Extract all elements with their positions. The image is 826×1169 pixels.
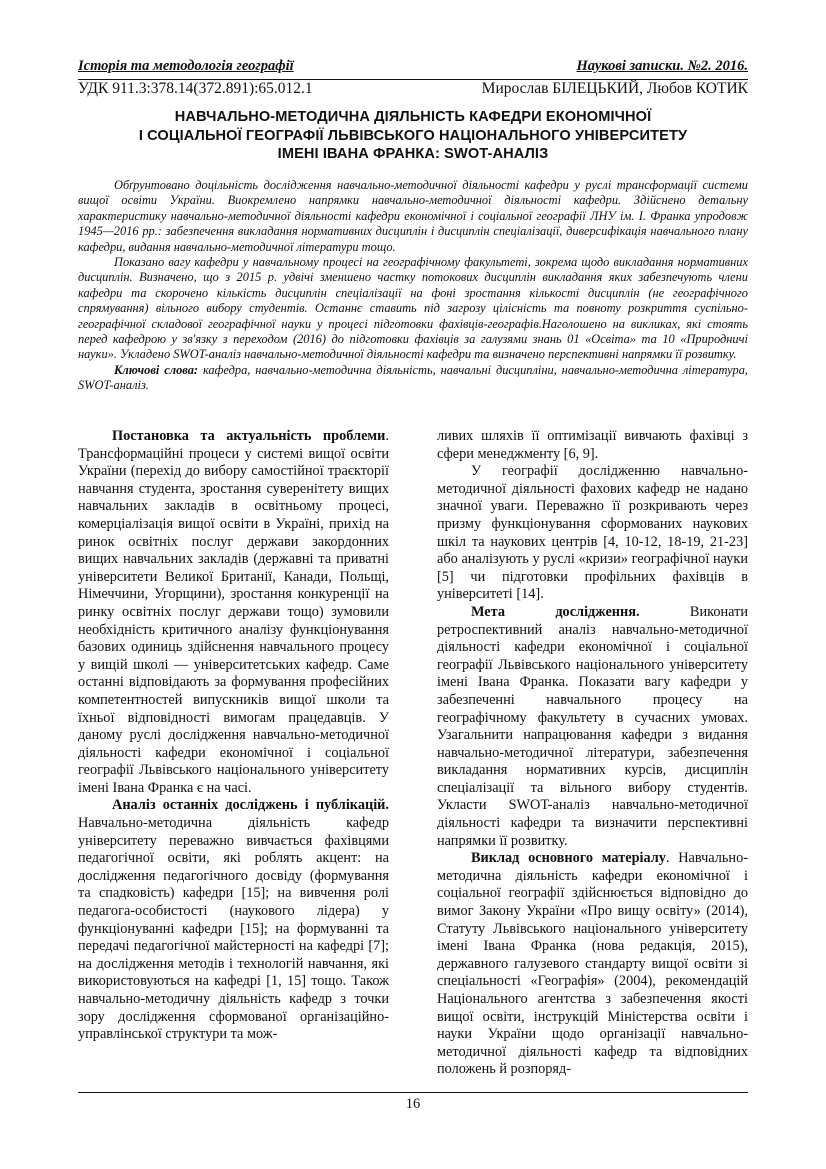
- running-header: [78, 58, 748, 80]
- title-line-2: І СОЦІАЛЬНОЇ ГЕОГРАФІЇ ЛЬВІВСЬКОГО НАЦІОНАЛЬНОГО УНІВЕРСИТЕТУ: [138, 127, 688, 144]
- article-meta: [78, 80, 748, 100]
- geography-paragraph: У географії дослідженню навчально-методичної діяльності фахових кафедр не надано значної уваги. Переважно її розкривають через призму функціонування сформованих наукових шкіл та наукових центрів [4, 10-12, 18-19, 21-23] або аналізують у руслі «кризи» географічної науки [5] чи підготовки профільних фахівців в університеті [14].: [437, 463, 748, 603]
- left-column: [78, 428, 389, 1044]
- aim-heading: Мета дослідження.: [471, 603, 640, 620]
- main-material-paragraph: [437, 850, 748, 1079]
- authors: Мирослав БІЛЕЦЬКИЙ, Любов КОТИК: [481, 80, 748, 97]
- title-line-3: ІМЕНІ ІВАНА ФРАНКА: SWOT-АНАЛІЗ: [277, 146, 549, 162]
- problem-statement-paragraph: [78, 428, 389, 797]
- literature-review-paragraph: [78, 797, 389, 1043]
- abstract-paragraph-2: Показано вагу кафедри у навчальному процесі на географічному факультеті, зокрема щодо викладання нормативних дисциплін. Визначено, що з 2015 р. удвічі зменшено частку потокових дисциплін викладання яких забезпечують члени кафедри та скорочено кількість дисциплін спеціалізації на фоні зростання кількості дисциплін (не географічного спрямування) вільного вибору студентів. Останнє ставить під загрозу цілісність та повноту розкриття суспільно-географічної складової географічної науки у процесі підготовки фахівців-географів.Наголошено на викликах, які стоять перед кафедрою у зв'язку з переходом (2016) до підготовки фахівців за галузями знань 01 «Освіта» та 10 «Природничі науки». Укладено SWOT-аналіз навчально-методичної діяльності кафедри та визначено перспективні напрямки її розвитку.: [78, 255, 748, 362]
- abstract: [78, 178, 748, 394]
- main-material-text: . Навчально-методична діяльність кафедри економічної і соціальної географії здійснюється відповідно до вимог Закону України «Про вищу освіту» (2014), Статуту Львівського національного університету імені Івана Франка (нова редакція, 2015), державного галузевого стандарту вищої освіти зі спеціальності «Географія» (2004), рекомендацій Національного агентства з забезпечення якості вищої освіти, інструкцій Міністерства освіти і науки України щодо організації навчально-методичної діяльності кафедр та відповідних положень й розпоряд-: [437, 850, 748, 1078]
- aim-text: Виконати ретроспективний аналіз навчально-методичної діяльності кафедри економічної і соціальної географії Львівського національного університету імені Івана Франка. Показати вагу кафедри у забезпеченні навчального процесу на географічному факультету в сучасних умовах. Узагальнити напрацювання кафедри з видання навчально-методичної літератури, забезпечення викладання нормативних курсів, дисциплін спеціалізації та вільного вибору студентів. Укласти SWOT-аналіз навчально-методичної діяльності кафедри та визначити перспективні напрямки її розвитку.: [437, 603, 748, 849]
- literature-review-heading: Аналіз останніх досліджень і публікацій.: [112, 797, 389, 814]
- keywords-text: кафедра, навчально-методична діяльність, навчальні дисципліни, навчально-методична література, SWOT-аналіз.: [78, 362, 748, 393]
- problem-statement-text: . Трансформаційні процеси у системі вищої освіти України (перехід до вибору самостійної траєкторії навчання студента, зростання суверенітету вищих навчальних закладів в освітньому процесі, комерціалізація вищої освіти в Україні, прихід на ринок освітніх послуг держави закордонних вищих навчальних закладів (державні та приватні університети Великої Британії, Канади, Польщі, Німеччини, Угорщини), зростання конкуренції на ринку освітніх послуг держави тощо) зумовили необхідність критичного аналізу функціонування базових одиниць здійснення навчального процесу у вищій школі — університетських кафедр. Саме останні відповідають за формування професійних компетентностей випускників вищої школи та їхньої відповідності вимогам працедавців. У даному руслі дослідження навчально-методичної діяльності кафедри економічної і соціальної географії Львівського національного університету імені Івана Франка є на часі.: [78, 428, 389, 796]
- right-column: [437, 428, 748, 1079]
- article-title: [90, 108, 736, 164]
- aim-paragraph: [437, 604, 748, 850]
- page-number: 16: [405, 1096, 421, 1112]
- problem-statement-heading: Постановка та актуальність проблеми: [112, 428, 386, 444]
- footer-rule: [78, 1092, 748, 1093]
- journal-issue: Наукові записки. №2. 2016.: [576, 58, 748, 74]
- section-title: Історія та методологія географії: [78, 58, 294, 74]
- udk-code: УДК 911.3:378.14(372.891):65.012.1: [78, 80, 313, 97]
- keywords-label: Ключові слова:: [114, 362, 199, 377]
- abstract-paragraph-1: Обґрунтовано доцільність дослідження навчально-методичної діяльності кафедри у руслі трансформації системи вищої освіти України. Виокремлено напрямки навчально-методичної діяльності кафедри. Здійснено детальну характеристику навчально-методичної діяльності кафедри економічної і соціальної географії ЛНУ ім. І. Франка упродовж 1945—2016 рр.: забезпечення викладання нормативних дисциплін і дисциплін спеціалізації, диверсифікація навчального плану кафедри, видання навчально-методичної літератури тощо.: [78, 178, 748, 254]
- main-material-heading: Виклад основного матеріалу: [471, 850, 666, 867]
- keywords: [78, 363, 748, 394]
- title-line-1: НАВЧАЛЬНО-МЕТОДИЧНА ДІЯЛЬНІСТЬ КАФЕДРИ ЕКОНОМІЧНОЇ: [174, 109, 652, 125]
- literature-review-text: Навчально-методична діяльність кафедр університету переважно вивчається фахівцями педагогічної освіти, які роблять акцент: на дослідження педагогічного досвіду (формування та спадковість) кафедри [15]; на вивчення ролі педагога-особистості (наукового лідера) у функціонуванні кафедри [15]; на формуванні та передачі педагогічної майстерності на кафедрі [7]; на дослідження методів і технологій навчання, які використовуються на кафедрі [1, 15] тощо. Також навчально-методичну діяльність кафедр з точки зору дослідження сформованої організаційно-управлінської структури та мож-: [78, 815, 389, 1043]
- continued-paragraph: ливих шляхів її оптимізації вивчають фахівці з сфери менеджменту [6, 9].: [437, 428, 748, 462]
